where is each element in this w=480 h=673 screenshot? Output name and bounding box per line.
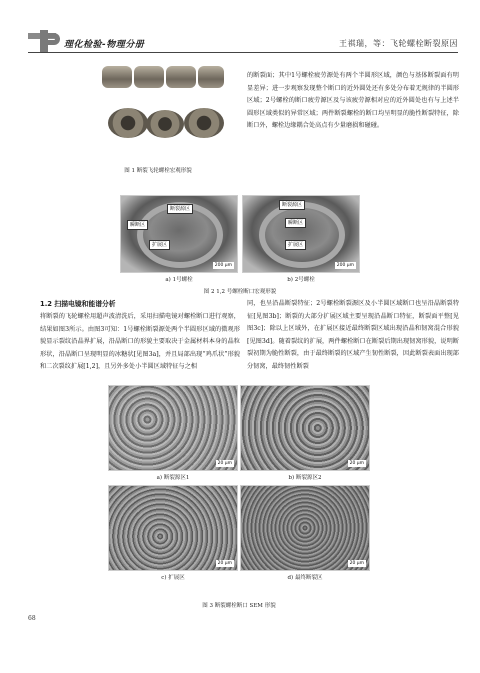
scale-bar: 20 μm xyxy=(217,561,232,566)
figure-2-caption: 图 2 1,2 号螺栓断口宏观形貌 xyxy=(203,289,277,295)
scale-bar: 20 μm xyxy=(349,561,364,566)
figure-1-photo xyxy=(88,60,228,160)
nut-1 xyxy=(108,108,148,138)
figure-1-caption: 图 1 断裂飞轮螺栓宏观形貌 xyxy=(124,168,192,174)
figure-3a-caption: a) 断裂源区1 xyxy=(156,475,190,481)
running-head: 王祺瑞，等：飞轮螺栓断裂原因 xyxy=(339,39,458,48)
scale-bar: 200 μm xyxy=(336,263,354,268)
figure-3 xyxy=(108,385,370,585)
nut-2 xyxy=(146,110,184,138)
figure-3d-caption: d) 最终断裂区 xyxy=(287,575,323,581)
figure-3b-caption: b) 断裂源区2 xyxy=(288,475,322,481)
bolt-shank-1 xyxy=(102,66,132,88)
figure-2b-image xyxy=(242,195,360,273)
section-title: 1.2 扫描电镜和能谱分析 xyxy=(40,300,116,308)
figure-3c-image xyxy=(108,485,238,571)
figure-2b-caption: b) 2号螺栓 xyxy=(287,277,315,283)
header-rule xyxy=(28,52,458,53)
figure-2a-image xyxy=(120,195,238,273)
label-fracture-source: 断裂源区 xyxy=(279,200,305,210)
figure-2a-caption: a) 1号螺栓 xyxy=(165,277,193,283)
bolt-shank-3 xyxy=(166,66,196,88)
figure-3c-caption: c) 扩展区 xyxy=(161,575,185,581)
nut-3 xyxy=(184,108,224,138)
figure-3b-image xyxy=(240,385,370,471)
label-propagation: 扩展区 xyxy=(149,240,170,250)
figure-3-caption: 图 3 断裂螺栓断口 SEM 形貌 xyxy=(202,603,276,609)
figure-3d-image xyxy=(240,485,370,571)
bolt-shank-4 xyxy=(198,66,224,88)
scale-bar: 20 μm xyxy=(217,461,232,466)
label-instant-fracture: 瞬断区 xyxy=(127,220,148,230)
scale-bar: 200 μm xyxy=(214,263,232,268)
page-header xyxy=(28,30,458,52)
label-propagation: 扩展区 xyxy=(285,240,306,250)
figure-2 xyxy=(120,195,360,273)
body-text-right-mid: 同，也呈沿晶断裂特征；2号螺栓断裂源区及小半圆区域断口也呈沿晶断裂特征[见图3b]；断裂的大部分扩展区域主要呈现沿晶断口特征，断裂面平整[见图3c]；除以上区域外，在扩展区接近最终断裂区域出现沿晶和韧窝混合形貌[见图3d]。随着裂纹的扩展，两件螺栓断口在断裂后期出现韧窝形貌，说明断裂初期为脆性断裂，由于最终断裂的区域产生韧性断裂，因此断裂表面出现部分韧窝，最终韧性断裂 xyxy=(247,300,459,370)
page-number: 68 xyxy=(28,615,36,622)
label-fracture-source: 断裂源区 xyxy=(167,204,193,214)
scale-bar: 20 μm xyxy=(349,461,364,466)
journal-name: 理化检验-物理分册 xyxy=(64,40,145,50)
journal-logo-icon xyxy=(28,30,68,52)
body-text-left-mid: 将断裂的飞轮螺栓用超声波清洗后，采用扫描电镜对螺栓断口进行观察，结果如图3所示。由图3可知：1号螺栓断裂源处两个半圆形区域的微观形貌显示裂纹沿晶界扩展，沿晶断口的形貌主要取决于金属材料本身的晶粒形状，沿晶断口呈现明显的冰糖状[见图3a]，并且局部出现“鸡爪状”形貌和二次裂纹扩展[1,2]，且另外多处小半圆区域特征与之相 xyxy=(40,313,240,371)
figure-3a-image xyxy=(108,385,238,471)
bolt-shank-2 xyxy=(134,66,164,88)
label-instant-fracture: 瞬断区 xyxy=(285,218,306,228)
body-text-right-top: 的断裂面；其中1号螺栓疲劳源处有两个半圆形区域，颜色与基体断裂面有明显差异；进一步观察发现整个断口的近外圆处还有多处分布着无规律的半圆形区域；2号螺栓的断口疲劳源区及与该疲劳源相对应的近外圆处也有与上述半圆形区域类似的异常区域；两件断裂螺栓的断口均呈明显的脆性断裂特征，除断口外，螺栓边缘耦合处高点有少量磨损和碰碰。 xyxy=(247,72,459,130)
